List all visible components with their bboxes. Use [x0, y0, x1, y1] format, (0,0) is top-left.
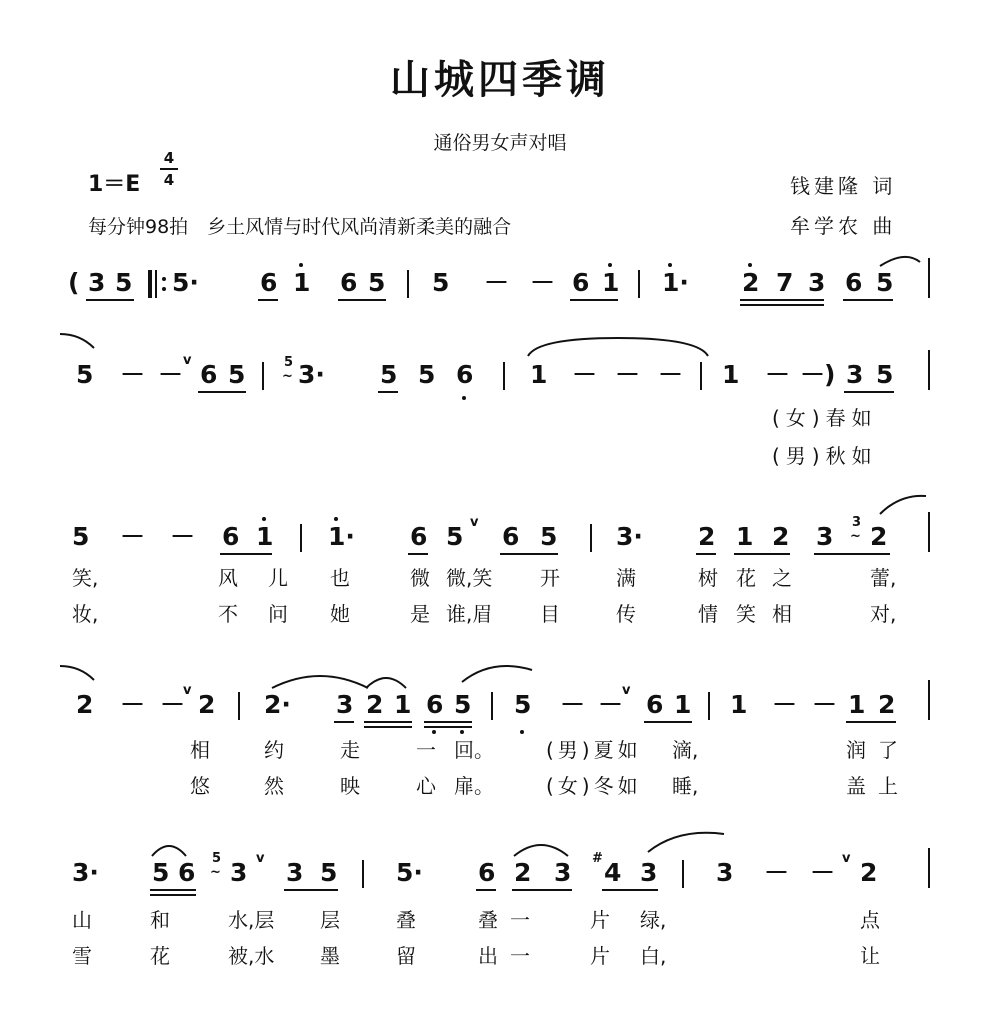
dash: － — [810, 858, 836, 887]
lyric-verse-b: 心 — [416, 774, 436, 798]
barline — [708, 692, 710, 720]
score-row-2 — [0, 353, 1000, 480]
lyric-verse-a: 层 — [320, 908, 340, 932]
lyric-verse-a: 点 — [860, 908, 880, 932]
lyric-female: 微 — [410, 566, 430, 590]
note: 4 — [604, 858, 622, 887]
barline — [362, 860, 364, 888]
note: 1· — [662, 268, 689, 297]
lyric-verse-b: 扉。 — [454, 774, 494, 798]
lyric-verse-a: (男)夏如 — [546, 738, 642, 762]
lyric-verse-b: 上 — [878, 774, 898, 798]
lyric-male: 对, — [870, 602, 897, 626]
lyric-verse-a: 绿, — [640, 908, 667, 932]
lyric-verse-b: 睡, — [672, 774, 699, 798]
dash: － — [120, 360, 146, 389]
octave-dot-high — [748, 263, 752, 267]
octave-dot-low — [520, 730, 524, 734]
grace-note: 3 — [852, 515, 862, 530]
note: 5 — [876, 268, 894, 297]
barline — [928, 680, 930, 720]
note: 3· — [298, 360, 325, 389]
eighth-underline — [334, 721, 354, 723]
note: 5 — [320, 858, 338, 887]
lyric-verse-a: 了 — [878, 738, 898, 762]
lyric-verse-b: 片 — [590, 944, 610, 968]
slur — [514, 838, 568, 858]
dash: － — [530, 268, 556, 297]
note: 3 — [640, 858, 658, 887]
lyric-verse-b: 悠 — [190, 774, 210, 798]
slur — [366, 672, 406, 690]
eighth-underline — [86, 299, 134, 301]
eighth-underline — [476, 889, 496, 891]
note: 3 — [336, 690, 354, 719]
dash: － — [158, 360, 184, 389]
note: 1 — [394, 690, 412, 719]
sharp-sign: # — [592, 851, 603, 866]
note: 1 — [530, 360, 548, 389]
grace-slur: ~ — [850, 529, 861, 544]
lyric-verse-b: 然 — [264, 774, 284, 798]
lyric-female: (女)春如 — [772, 406, 878, 430]
note: 5 — [540, 522, 558, 551]
note: 5 — [418, 360, 436, 389]
lyric-male: 不 — [218, 602, 238, 626]
sixteenth-underline — [424, 726, 472, 728]
note: 3 — [554, 858, 572, 887]
breath-mark: v — [183, 353, 192, 368]
lyric-male: 是 — [410, 602, 430, 626]
sixteenth-underline — [740, 299, 824, 301]
note: 5 — [115, 268, 133, 297]
lyric-verse-a: 叠 — [478, 908, 498, 932]
lyric-verse-a: 约 — [264, 738, 284, 762]
eighth-underline — [258, 299, 278, 301]
breath-mark: v — [256, 851, 265, 866]
sixteenth-underline — [150, 889, 196, 891]
dash: － — [120, 522, 146, 551]
note: 2 — [514, 858, 532, 887]
tie — [648, 830, 724, 856]
note: 2 — [742, 268, 760, 297]
note: 5· — [396, 858, 423, 887]
eighth-underline — [284, 889, 338, 891]
dash: － — [812, 690, 838, 719]
note: 7 — [776, 268, 794, 297]
note: 2 — [698, 522, 716, 551]
tie — [60, 330, 100, 350]
barline — [682, 860, 684, 888]
lyric-female: 树 — [698, 566, 718, 590]
note: 5 — [454, 690, 472, 719]
lyric-female: 开 — [540, 566, 560, 590]
note: 3· — [72, 858, 99, 887]
lyric-female: 之 — [772, 566, 792, 590]
dash: － — [598, 690, 624, 719]
note: 3 — [716, 858, 734, 887]
dash: － — [764, 858, 790, 887]
sixteenth-underline — [364, 726, 412, 728]
score-row-1 — [0, 268, 1000, 308]
repeat-dot — [162, 277, 166, 281]
note: 5 — [514, 690, 532, 719]
lyric-male: 妆, — [72, 602, 99, 626]
note: 3 — [88, 268, 106, 297]
note: 2 — [860, 858, 878, 887]
barline — [491, 692, 493, 720]
repeat-barline-thick — [148, 270, 152, 298]
octave-dot-high — [262, 517, 266, 521]
lyric-verse-a: 回。 — [454, 738, 494, 762]
dash: － — [560, 690, 586, 719]
close-paren: ) — [824, 360, 836, 389]
lyric-verse-a: 片 — [590, 908, 610, 932]
eighth-underline — [512, 889, 572, 891]
dash: － — [484, 268, 510, 297]
lyric-male: 传 — [616, 602, 636, 626]
lyric-verse-b: 出 — [478, 944, 498, 968]
song-title: 山城四季调 — [390, 56, 610, 103]
dash: － — [170, 522, 196, 551]
time-signature — [158, 148, 180, 190]
note: 3· — [616, 522, 643, 551]
lyric-verse-b: 墨 — [320, 944, 340, 968]
eighth-underline — [220, 553, 272, 555]
tie — [880, 248, 920, 268]
note: 1 — [256, 522, 274, 551]
dash: － — [765, 360, 791, 389]
breath-mark: v — [183, 683, 192, 698]
slur — [272, 668, 368, 690]
lyric-verse-b: 让 — [860, 944, 880, 968]
barline — [928, 258, 930, 298]
octave-dot-high — [299, 263, 303, 267]
eighth-underline — [408, 553, 428, 555]
grace-slur: ~ — [210, 865, 221, 880]
note: 1· — [328, 522, 355, 551]
note: 1 — [848, 690, 866, 719]
barline — [503, 362, 505, 390]
lyric-verse-a: 走 — [340, 738, 360, 762]
eighth-underline — [814, 553, 890, 555]
note: 6 — [502, 522, 520, 551]
note: 1 — [602, 268, 620, 297]
barline — [300, 524, 302, 552]
sixteenth-underline — [150, 894, 196, 896]
lyric-male: 目 — [540, 602, 560, 626]
lyric-verse-a: 和 — [150, 908, 170, 932]
note: 6 — [178, 858, 196, 887]
barline — [407, 270, 409, 298]
lyric-verse-a: 滴, — [672, 738, 699, 762]
note: 5 — [72, 522, 90, 551]
lyric-male: 谁,眉 — [446, 602, 493, 626]
time-signature-bottom: 4 — [163, 171, 175, 189]
lyric-verse-a: 一 — [416, 738, 436, 762]
octave-dot-low — [462, 396, 466, 400]
note: 2 — [366, 690, 384, 719]
score-row-4 — [0, 683, 1000, 800]
note: 6 — [572, 268, 590, 297]
octave-dot-high — [334, 517, 338, 521]
note: 5 — [876, 360, 894, 389]
dash: － — [772, 690, 798, 719]
lyric-verse-b: 花 — [150, 944, 170, 968]
breath-mark: v — [842, 851, 851, 866]
lyric-female: 满 — [616, 566, 636, 590]
note: 2 — [198, 690, 216, 719]
dash: － — [658, 360, 684, 389]
note: 1 — [293, 268, 311, 297]
sixteenth-underline — [740, 304, 824, 306]
note: 5 — [76, 360, 94, 389]
octave-dot-low — [432, 730, 436, 734]
eighth-underline — [846, 721, 896, 723]
eighth-underline — [644, 721, 692, 723]
open-paren: ( — [68, 268, 80, 297]
eighth-underline — [844, 391, 894, 393]
note: 3 — [816, 522, 834, 551]
note: 3 — [286, 858, 304, 887]
note: 6 — [426, 690, 444, 719]
eighth-underline — [500, 553, 558, 555]
note: 2 — [870, 522, 888, 551]
repeat-barline-thin — [155, 270, 157, 298]
eighth-underline — [734, 553, 790, 555]
barline — [928, 848, 930, 888]
note: 6 — [845, 268, 863, 297]
lyric-male: 她 — [330, 602, 350, 626]
lyric-male: 笑 — [736, 602, 756, 626]
note: 1 — [736, 522, 754, 551]
lyric-male: 问 — [268, 602, 288, 626]
lyric-verse-b: 映 — [340, 774, 360, 798]
time-signature-top: 4 — [163, 149, 175, 167]
sixteenth-underline — [424, 721, 472, 723]
barline — [238, 692, 240, 720]
grace-note: 5 — [212, 851, 222, 866]
lyric-male: 情 — [698, 602, 718, 626]
lyric-female: 儿 — [268, 566, 288, 590]
lyric-female: 笑, — [72, 566, 99, 590]
eighth-underline — [338, 299, 386, 301]
lyric-verse-b: (女)冬如 — [546, 774, 642, 798]
note: 6 — [340, 268, 358, 297]
note: 1 — [730, 690, 748, 719]
tie — [880, 494, 930, 518]
barline — [590, 524, 592, 552]
note: 5 — [446, 522, 464, 551]
barline — [262, 362, 264, 390]
note: 6 — [478, 858, 496, 887]
note: 5 — [368, 268, 386, 297]
sixteenth-underline — [364, 721, 412, 723]
lyricist-credit: 钱建隆 词 — [790, 174, 897, 198]
tie — [60, 662, 100, 682]
eighth-underline — [843, 299, 893, 301]
lyric-verse-a: 相 — [190, 738, 210, 762]
barline — [928, 350, 930, 390]
lyric-verse-a: 润 — [846, 738, 866, 762]
eighth-underline — [696, 553, 716, 555]
lyric-female: 花 — [736, 566, 756, 590]
octave-dot-low — [460, 730, 464, 734]
grace-slur: ~ — [282, 369, 293, 384]
octave-dot-high — [608, 263, 612, 267]
score-row-5 — [0, 851, 1000, 968]
note: 6 — [222, 522, 240, 551]
eighth-underline — [198, 391, 246, 393]
song-subtitle: 通俗男女声对唱 — [433, 132, 567, 154]
lyric-female: 蕾, — [870, 566, 897, 590]
lyric-verse-b: 雪 — [72, 944, 92, 968]
note: 6 — [260, 268, 278, 297]
barline — [638, 270, 640, 298]
octave-dot-high — [668, 263, 672, 267]
note: 5 — [380, 360, 398, 389]
barline — [700, 362, 702, 390]
note: 2 — [76, 690, 94, 719]
lyric-female: 微,笑 — [446, 566, 493, 590]
note: 3 — [846, 360, 864, 389]
lyric-male: 相 — [772, 602, 792, 626]
lyric-verse-b: 盖 — [846, 774, 866, 798]
dash: － — [120, 690, 146, 719]
lyric-verse-a: 水,层 — [228, 908, 275, 932]
dash: － — [572, 360, 598, 389]
lyric-female: 也 — [330, 566, 350, 590]
tie — [528, 336, 708, 360]
note: 2· — [264, 690, 291, 719]
eighth-underline — [570, 299, 618, 301]
lyric-male: (男)秋如 — [772, 444, 878, 468]
dash: － — [160, 690, 186, 719]
note: 5 — [432, 268, 450, 297]
note: 1 — [722, 360, 740, 389]
tempo-marking: 每分钟98拍 乡土风情与时代风尚清新柔美的融合 — [88, 216, 512, 238]
breath-mark: v — [470, 515, 479, 530]
note: 3 — [808, 268, 826, 297]
note: 5 — [152, 858, 170, 887]
eighth-underline — [602, 889, 658, 891]
lyric-female: 风 — [218, 566, 238, 590]
composer-credit: 牟学农 曲 — [790, 214, 897, 238]
score-row-3 — [0, 515, 1000, 632]
note: 5· — [172, 268, 199, 297]
key-signature: 1＝E — [88, 172, 141, 197]
lyric-verse-b: 被,水 — [228, 944, 275, 968]
note: 6 — [410, 522, 428, 551]
note: 5 — [228, 360, 246, 389]
tie — [462, 660, 532, 686]
note: 2 — [772, 522, 790, 551]
barline — [928, 512, 930, 552]
dash: － — [800, 360, 826, 389]
dash: － — [615, 360, 641, 389]
lyric-verse-b: 白, — [640, 944, 667, 968]
repeat-dot — [162, 287, 166, 291]
note: 6 — [200, 360, 218, 389]
eighth-underline — [378, 391, 398, 393]
note: 6 — [456, 360, 474, 389]
lyric-verse-a: 山 — [72, 908, 92, 932]
note: 2 — [878, 690, 896, 719]
note: 1 — [674, 690, 692, 719]
lyric-verse-b: 一 — [510, 944, 530, 968]
slur — [152, 840, 186, 858]
grace-note: 5 — [284, 355, 294, 370]
note: 3 — [230, 858, 248, 887]
lyric-verse-b: 留 — [396, 944, 416, 968]
breath-mark: v — [622, 683, 631, 698]
note: 6 — [646, 690, 664, 719]
lyric-verse-a: 叠 — [396, 908, 416, 932]
lyric-verse-a: 一 — [510, 908, 530, 932]
